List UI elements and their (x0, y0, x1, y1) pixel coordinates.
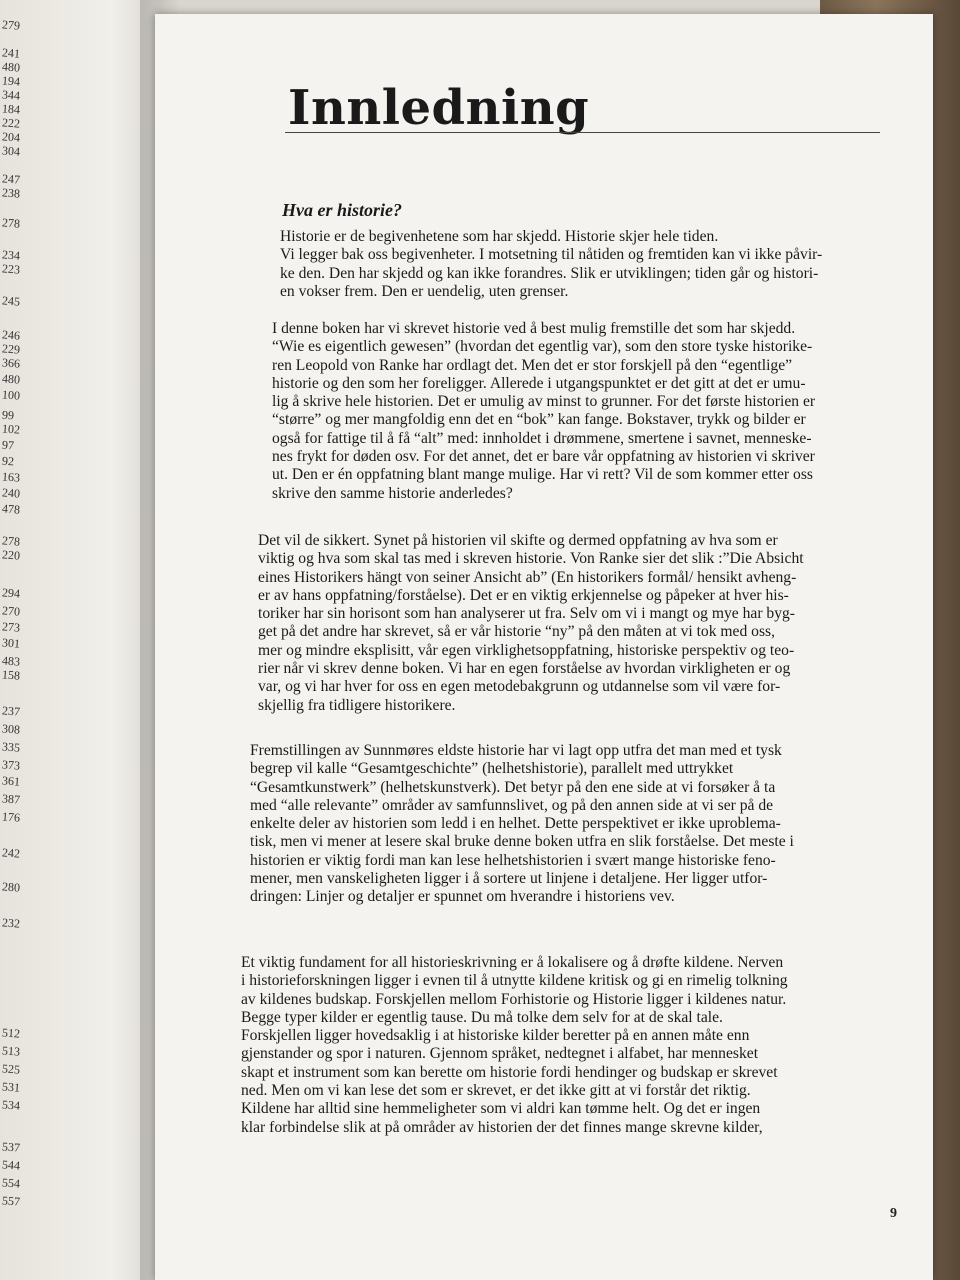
margin-number: 229 (1, 341, 21, 357)
text-line: Vi legger bak oss begivenheter. I motsetning til nåtiden og fremtiden kan vi ikke påvir- (280, 246, 823, 264)
text-line: Begge typer kilder er egentlig tause. Du må tolke dem selv for at de skal tale. (241, 1008, 723, 1026)
paragraph-4 (250, 742, 870, 907)
margin-number: 176 (1, 809, 21, 825)
text-line: ke den. Den har skjedd og kan ikke forandres. Slik er utviklingen; tiden går og histori- (280, 264, 819, 282)
margin-number: 308 (1, 721, 21, 737)
title-rule (285, 132, 880, 133)
margin-number: 554 (1, 1175, 21, 1191)
text-line: toriker har sin horisont som han analyserer ut fra. Selv om vi i mangt og mye har byg- (258, 605, 795, 623)
text-line: Forskjellen ligger hovedsaklig i at historiske kilder beretter på en annen måte enn (241, 1027, 750, 1045)
text-line: også for fattige til å få “alt” med: innholdet i drømmene, smertene i savnet, menneske- (272, 429, 812, 447)
margin-number: 278 (1, 215, 21, 231)
text-line: Fremstillingen av Sunnmøres eldste historie har vi lagt opp utfra det man med et tysk (250, 742, 782, 759)
margin-number: 480 (1, 59, 21, 75)
margin-number: 294 (1, 585, 21, 601)
text-line: “Gesamtkunstwerk” (helhetskunstverk). Det betyr på den ene side at vi forsøker å ta (250, 778, 776, 796)
text-line: historie og den som her foreligger. Allerede i utgangspunktet er det gitt at det er umu- (272, 374, 806, 392)
margin-number: 240 (1, 485, 21, 501)
margin-number: 194 (1, 73, 21, 89)
text-line: begrep vil kalle “Gesamtgeschichte” (helhetshistorie), parallelt med uttrykket (250, 760, 734, 778)
paragraph-1 (280, 228, 900, 301)
text-line: eines Historikers hängt von seiner Ansicht ab” (En historikers formål/ hensikt avheng- (258, 568, 797, 586)
margin-number: 234 (1, 247, 21, 263)
page-content (155, 14, 933, 1280)
paragraph-2 (272, 320, 892, 503)
margin-number: 92 (1, 453, 15, 469)
margin-number: 544 (1, 1157, 21, 1173)
text-line: ren Leopold von Ranke har ordlagt det. Men det er stor forskjell på den “egentlige” (272, 356, 793, 374)
text-line: lig å skrive hele historien. Det er umulig av minst to grunner. For det første historien er (272, 393, 816, 411)
margin-number: 97 (1, 437, 15, 453)
text-line: Historie er de begivenhetene som har skjedd. Historie skjer hele tiden. (280, 228, 719, 245)
margin-number: 270 (1, 603, 21, 619)
text-line: rier når vi skrev denne boken. Vi har en egen forståelse av hvordan virkligheten er og (258, 660, 791, 678)
text-line: Et viktig fundament for all historieskrivning er å lokalisere og å drøfte kildene. Nerven (241, 954, 784, 971)
margin-number: 557 (1, 1193, 21, 1209)
text-line: klar forbindelse slik at på områder av historien der det finnes mange skrevne kilder, (241, 1118, 763, 1136)
margin-number: 280 (1, 879, 21, 895)
text-line: viktig og hva som skal tas med i skreven historie. Von Ranke sier det slik :”Die Absicht (258, 550, 804, 568)
book-page (155, 14, 933, 1280)
margin-number: 232 (1, 915, 21, 931)
margin-number: 483 (1, 653, 21, 669)
margin-number: 204 (1, 129, 21, 145)
margin-number: 279 (1, 17, 21, 33)
margin-number: 304 (1, 143, 21, 159)
margin-number: 387 (1, 791, 21, 807)
margin-number: 246 (1, 327, 21, 343)
margin-number: 242 (1, 845, 21, 861)
paragraph-5 (241, 954, 861, 1137)
margin-number: 361 (1, 773, 21, 789)
text-line: “Wie es eigentlich gewesen” (hvordan det egentlig var), som den store tyske historike- (272, 338, 813, 356)
text-line: skrive den samme historie anderledes? (272, 484, 513, 502)
text-line: Det vil de sikkert. Synet på historien vil skifte og dermed oppfatning av hva som er (258, 532, 778, 549)
text-line: historien er viktig fordi man kan lese helhetshistorien i svært mange historiske feno- (250, 851, 776, 869)
text-line: skapt et instrument som kan berette om historie fordi hendinger og budskap er skrevet (241, 1063, 778, 1081)
text-line: “større” og mer mangfoldig enn det en “bok” kan fange. Bokstaver, trykk og bilder er (272, 411, 806, 429)
text-line: i historieforskningen ligger i evnen til å utnytte kildene kritisk og gi en rimelig tolkning (241, 972, 788, 990)
margin-number: 222 (1, 115, 21, 131)
margin-number: 238 (1, 185, 21, 201)
margin-number: 525 (1, 1061, 21, 1077)
left-page-margin (0, 0, 160, 1280)
text-line: mener, men vanskeligheten ligger i å sortere ut linjene i detaljene. Her ligger utfor- (250, 870, 768, 888)
text-line: ned. Men om vi kan lese det som er skrevet, er det ikke gitt at vi forstår det riktig. (241, 1082, 751, 1100)
text-line: tisk, men vi mener at lesere skal bruke denne boken utfra en slik forståelse. Det meste i (250, 833, 794, 851)
text-line: er av hans oppfatning/forståelse). Det er en viktig erkjennelse og påpeker at hver his- (258, 586, 789, 604)
margin-number: 278 (1, 533, 21, 549)
margin-number: 513 (1, 1043, 21, 1059)
margin-number: 301 (1, 635, 21, 651)
text-line: get på det andre har skrevet, så er vår historie “ny” på den måten at vi tok med oss, (258, 623, 776, 641)
margin-number: 366 (1, 355, 21, 371)
margin-number: 344 (1, 87, 21, 103)
text-line: gjenstander og spor i naturen. Gjennom språket, nedtegnet i alfabet, har mennesket (241, 1045, 759, 1063)
margin-number: 534 (1, 1097, 21, 1113)
margin-number: 102 (1, 421, 21, 437)
text-line: en vokser frem. Den er uendelig, uten grenser. (280, 282, 569, 300)
margin-number: 241 (1, 45, 21, 61)
margin-number: 223 (1, 261, 21, 277)
page-number: 9 (890, 1206, 897, 1221)
text-line: Kildene har alltid sine hemmeligheter som vi aldri kan tømme helt. Og det er ingen (241, 1100, 761, 1118)
margin-number: 537 (1, 1139, 21, 1155)
margin-number: 184 (1, 101, 21, 117)
text-line: enkelte deler av historien som ledd i en helhet. Dette perspektivet er ikke uproblema- (250, 815, 781, 833)
margin-number: 273 (1, 619, 21, 635)
text-line: med “alle relevante” områder av samfunnslivet, og på den annen side at vi ser på de (250, 796, 774, 814)
chapter-title: Innledning (288, 80, 590, 136)
margin-number: 163 (1, 469, 21, 485)
margin-number: 480 (1, 371, 21, 387)
text-line: av kildenes budskap. Forskjellen mellom Forhistorie og Historie ligger i kildenes natur. (241, 990, 787, 1008)
text-line: skjellig fra tidligere historikere. (258, 696, 456, 714)
margin-number: 220 (1, 547, 21, 563)
margin-number: 99 (1, 407, 15, 423)
margin-number: 158 (1, 667, 21, 683)
text-line: mer og mindre eksplisitt, vår egen virklighetsoppfatning, historiske perspektiv og teo- (258, 641, 795, 659)
margin-number: 100 (1, 387, 21, 403)
text-line: I denne boken har vi skrevet historie ved å best mulig fremstille det som har skjedd. (272, 320, 796, 337)
margin-number: 373 (1, 757, 21, 773)
paragraph-3 (258, 532, 878, 715)
text-line: nes frykt for døden osv. For det annet, det er bare vår oppfatning av historien vi skriver (272, 448, 815, 466)
margin-number: 245 (1, 293, 21, 309)
margin-number: 512 (1, 1025, 21, 1041)
margin-number: 237 (1, 703, 21, 719)
text-line: ut. Den er én oppfatning blant mange mulige. Har vi rett? Vil de som kommer etter oss (272, 466, 813, 484)
margin-number: 531 (1, 1079, 21, 1095)
margin-number: 335 (1, 739, 21, 755)
section-heading: Hva er historie? (282, 200, 402, 220)
margin-number: 247 (1, 171, 21, 187)
text-line: var, og vi har hver for oss en egen metodebakgrunn og utdannelse som vil være for- (258, 678, 781, 696)
text-line: dringen: Linjer og detaljer er spunnet om hverandre i historiens vev. (250, 888, 675, 906)
margin-number: 478 (1, 501, 21, 517)
